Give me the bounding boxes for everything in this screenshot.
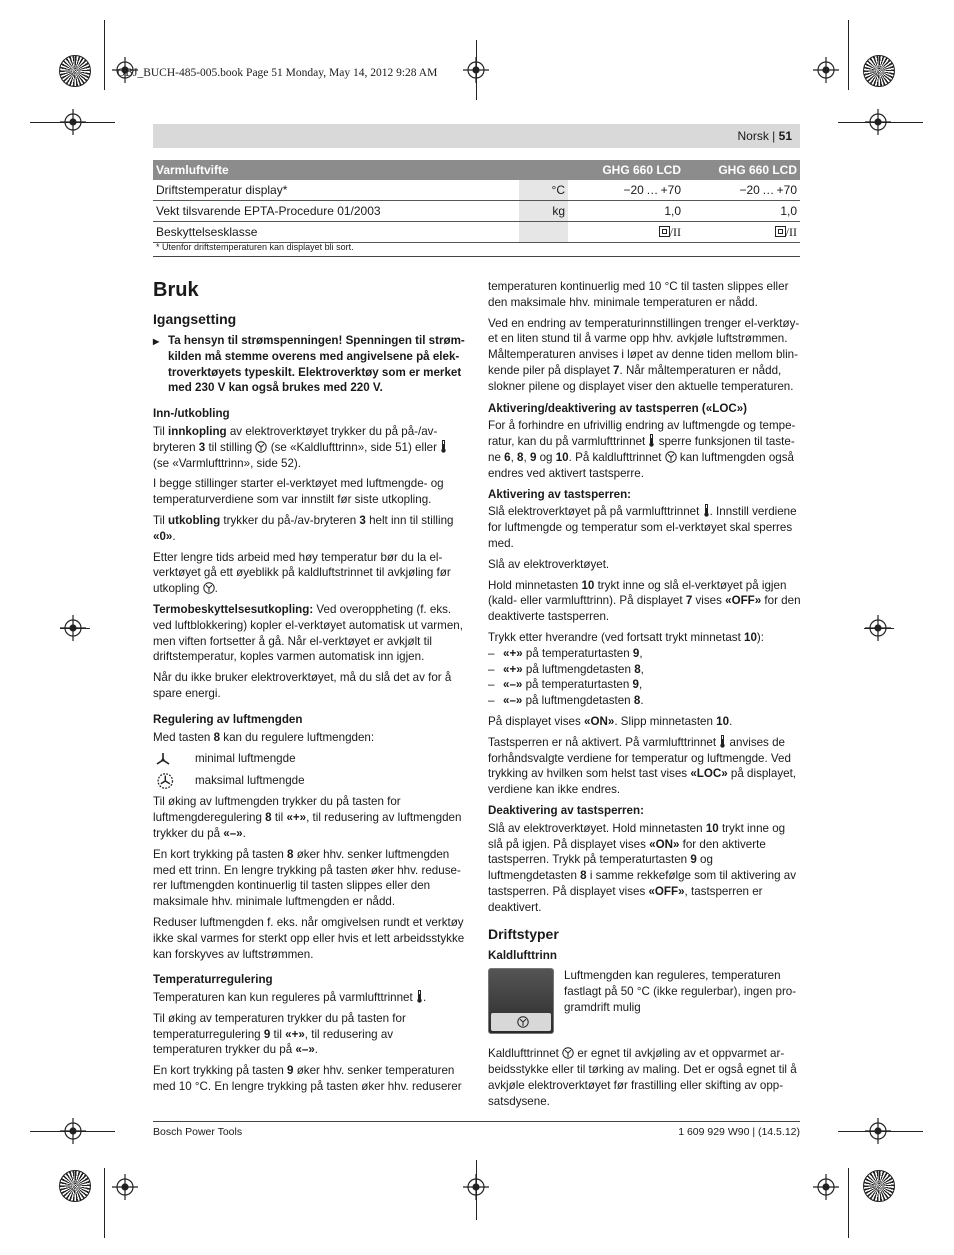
table-row: Vekt tilsvarende EPTA-Procedure 01/2003 kg 1,0 1,0 (153, 201, 800, 222)
file-info: OBJ_BUCH-485-005.book Page 51 Monday, May 14, 2012 9:28 AM (117, 67, 438, 79)
airflow-max-row: maksimal luftmengde (153, 772, 465, 790)
left-column (153, 278, 465, 1100)
kaldlufttrinn-description: Luftmengden kan reguleres, temperaturen fastlagt på 50 °C (ikke regulerbar), ingen programdrift mulig (564, 969, 797, 1014)
heading-kaldlufttrinn: Kaldlufttrinn (488, 949, 557, 963)
spec-col1: GHG 660 LCD (568, 160, 684, 180)
right-column (488, 279, 801, 1114)
spec-table-title: Varmluftvifte (153, 160, 519, 180)
fan-icon (203, 582, 215, 594)
protection-class-icon (659, 226, 670, 237)
page-header-text (738, 129, 793, 143)
list-item: – «–» på temperaturtasten 9, (488, 677, 801, 693)
fan-icon (665, 451, 677, 463)
paragraph: Kaldlufttrinnet er egnet til avkjøling av et oppvarmet arbeidsstykke eller til tørking av maling. Det er også egnet til å avkjøle elektroverktøyet før frastilling eller skifting av oppsatsdysene. (488, 1047, 797, 1108)
heading-temperatur: Temperaturregulering (153, 973, 273, 987)
paragraph: Til øking av luftmengden trykker du på tasten for luftmengderegulering 8 til «+», til redusering av luftmengden trykker du på «–». (153, 795, 462, 840)
list-item: – «+» på luftmengdetasten 8, (488, 662, 801, 678)
paragraph: Med tasten 8 kan du regulere luftmengden: (153, 730, 375, 744)
protection-class-icon (775, 226, 786, 237)
paragraph: Reduser luftmengden f. eks. når omgivelsen rundt et verktøy ikke skal varmes for sterkt opp eller hvis et lett arbeidsstykke kan forskyves av luftstrømmen. (153, 915, 465, 961)
thermometer-icon (703, 504, 710, 517)
fan-icon (562, 1047, 574, 1059)
paragraph: Til øking av temperaturen trykker du på tasten for temperaturregulering 9 til «+», til redusering av temperaturen trykker du på «–». (153, 1011, 406, 1057)
paragraph: I begge stillinger starter el-verktøyet med luftmengde- og temperaturverdiene som var innstilt før siste utkopling. (153, 477, 444, 507)
spec-table-header (153, 160, 800, 180)
header-language: Norsk (737, 129, 769, 143)
paragraph: En kort trykking på tasten 8 øker hhv. senker luftmengden med ett trinn. En lengre trykking på tasten øker hhv. reduserer luftmengden kontinuerlig til tasten slippes eller den maksimale hhv. minimale luftmengden er nådd. (153, 847, 461, 909)
fan-icon (517, 1016, 529, 1028)
table-row: Beskyttelsesklasse /II /II (153, 222, 800, 243)
paragraph: Til utkobling trykker du på-/av-bryteren 3 helt inn til stilling «0». (153, 513, 454, 543)
page-number: 51 (778, 129, 792, 143)
heading-inn-utkobling: Inn-/utkobling (153, 407, 230, 421)
heading-deaktivering: Deaktivering av tastsperren: (488, 803, 644, 817)
paragraph: En kort trykking på tasten 9 øker hhv. senker temperaturen med 10 °C. En lengre trykking på tasten øker hhv. reduserer (153, 1064, 462, 1094)
paragraph: Hold minnetasten 10 trykt inne og slå el-verktøyet på igjen (kald- eller varmlufttrinn). På displayet 7 vises «OFF» for den deaktiverte tastsperren. (488, 578, 801, 624)
fan-icon (255, 441, 267, 453)
paragraph: Slå av elektroverktøyet. (488, 557, 610, 571)
thermometer-icon (416, 990, 423, 1003)
paragraph: Etter lengre tids arbeid med høy temperatur bør du la el-verktøyet gå ett øyeblikk på kaldluftstrinnet til avkjøling før utkopling . (153, 550, 451, 596)
paragraph: Termobeskyttelsesutkopling: Ved overoppheting (f. eks. ved luftblokkering) kopler el-verktøyet automatisk ut varmen, men viften fortsetter å gå. Når el-verktøyet er avkjølt til driftstemperatur, koples varmen automatisk inn igjen. (153, 602, 463, 664)
heading-driftstyper: Driftstyper (488, 926, 559, 943)
paragraph: Når du ikke bruker elektroverktøyet, må du slå det av for å spare energi. (153, 671, 452, 700)
list-item: – «+» på temperaturtasten 9, (488, 646, 801, 662)
heading-aktivering: Aktivering/deaktivering av tastsperren («LOC») (488, 401, 748, 415)
spec-table (153, 160, 800, 243)
footer-left: Bosch Power Tools (153, 1126, 243, 1138)
heading-regulering: Regulering av luftmengden (153, 712, 303, 726)
table-footnote: * Utenfor driftstemperaturen kan displayet bli sort. (156, 242, 354, 252)
header-separator: | (768, 129, 779, 143)
table-row: Driftstemperatur display* °C −20 … +70 −20 … +70 (153, 180, 800, 201)
display-illustration (488, 968, 554, 1034)
page-header (153, 124, 800, 148)
paragraph: For å forhindre en ufrivillig endring av luftmengde og temperatur, kan du på varmlufttrinnet sperre funksjonen til tastene 6, 8, 9 og 10. På kaldlufttrinnet kan luftmengden også endres ved aktivert tastsperre. (488, 419, 796, 480)
paragraph: Tastsperren er nå aktivert. På varmlufttrinnet anvises de forhåndsvalgte verdiene for temperatur og luftmengde. Ved trykking av hvilken som helst tast vises «LOC» på displayet, verdiene kan ikke endres. (488, 735, 797, 797)
airflow-min-row: minimal luftmengde (153, 750, 465, 768)
spec-col2: GHG 660 LCD (684, 160, 800, 180)
footer-right: 1 609 929 W90 | (14.5.12) (678, 1126, 800, 1138)
max-airflow-icon (153, 772, 183, 790)
paragraph: Slå av elektroverktøyet. Hold minnetasten 10 trykt inne og slå på igjen. På displayet vises «ON» for den aktiverte tastsperren. Trykk på temperaturtasten 9 og luftmengdetasten 8 i samme rekkefølge som til aktivering av tastsperren. På displayet vises «OFF», tastsperren er deaktivert. (488, 821, 797, 914)
kaldlufttrinn-box (488, 968, 801, 1034)
paragraph: Trykk etter hverandre (ved fortsatt trykt minnetast 10): (488, 630, 765, 644)
heading-aktivering-tastsperren: Aktivering av tastsperren: (488, 487, 632, 501)
list-item: – «–» på luftmengdetasten 8. (488, 693, 801, 709)
paragraph: Temperaturen kan kun reguleres på varmlufttrinnet . (153, 991, 427, 1005)
footer-divider (153, 1121, 800, 1122)
min-airflow-icon (153, 750, 183, 768)
paragraph: temperaturen kontinuerlig med 10 °C til tasten slippes eller den maksimale hhv. minimale temperaturen er nådd. (488, 280, 789, 309)
thermometer-icon (440, 440, 447, 453)
divider (153, 256, 800, 257)
warning-text: ▶ Ta hensyn til strømspenningen! Spenningen til strømkilden må stemme overens med angivelsene på elektroverktøyets typeskilt. Elektroverktøy som er merket med 230 V kan også brukes med 220 V. (153, 333, 465, 396)
section-title: Bruk (153, 279, 199, 301)
paragraph: Slå elektroverktøyet på på varmlufttrinnet . Innstill verdiene for luftmengde og temperatur som el-verktøyet skal sperres med. (488, 505, 797, 550)
paragraph: Til innkopling av elektroverktøyet trykker du på på-/av-bryteren 3 til stilling (se «Kaldlufttrinn», side 51) eller (se «Varmlufttrinn», side 52). (153, 424, 465, 471)
paragraph: På displayet vises «ON». Slipp minnetasten 10. (488, 714, 733, 728)
paragraph: Ved en endring av temperaturinnstillingen trenger el-verktøyet en liten stund til å varme opp hhv. avkjøle luftstrømmen. Måltemperaturen anvises i løpet av denne tiden mellom blinkende piler på displayet 7. Når måltemperaturen er nådd, slokner pilene og displayet viser den aktuelle temperaturen. (488, 316, 800, 393)
subsection-title: Igangsetting (153, 311, 237, 327)
